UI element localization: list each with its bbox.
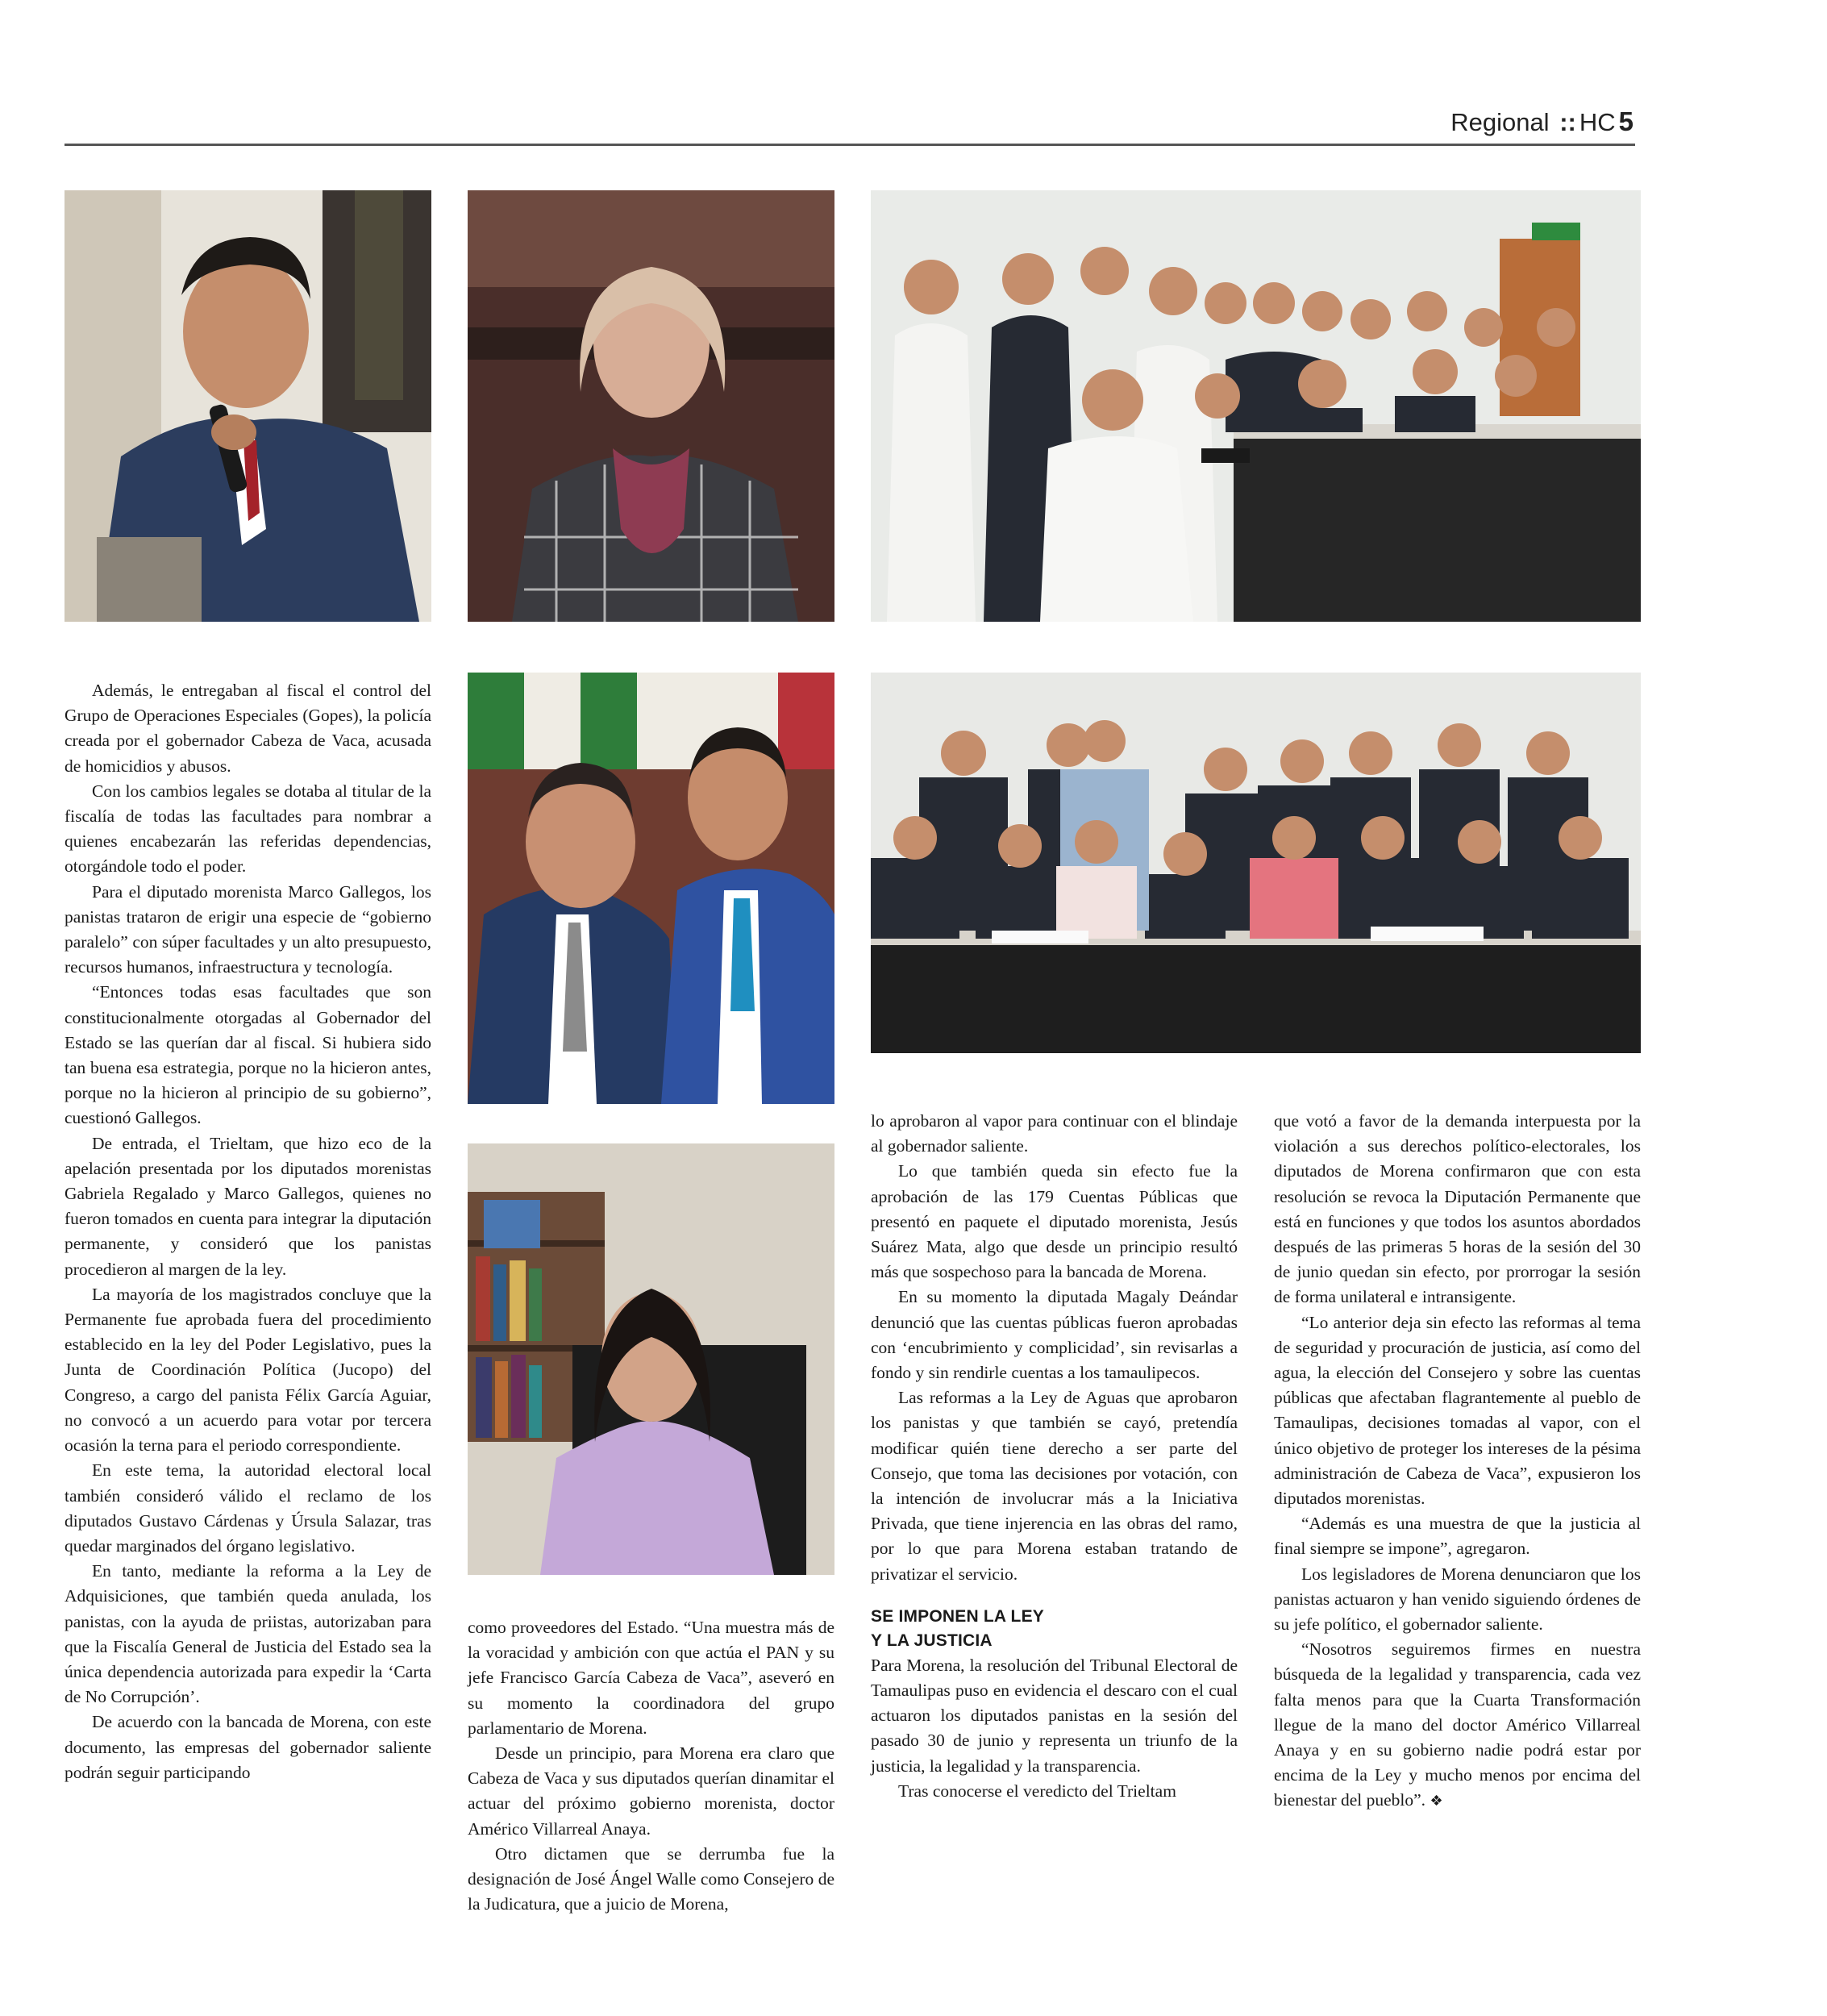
page-number: 5	[1618, 106, 1633, 136]
paragraph: Tras conocerse el veredicto del Trieltam	[898, 1781, 1176, 1801]
paragraph: Desde un principio, para Morena era claro que Cabeza de Vaca y sus diputados querían dinamitar el actuar del próximo gobierno morenista, doctor Américo Villarreal Anaya.	[468, 1743, 834, 1839]
folio-separator: ::	[1559, 108, 1576, 136]
page-folio	[1450, 106, 1633, 137]
photo-female-deputy-office	[468, 1143, 834, 1575]
paragraph	[1274, 1637, 1641, 1814]
paragraph: Para Morena, la resolución del Tribunal Electoral de Tamaulipas puso en evidencia el descaro con el cual actuaron los diputados panistas en la sesión del pasado 30 de junio y representa un triunfo de la justicia, la legalidad y la transparencia.	[871, 1655, 1238, 1776]
text-column-2	[468, 1615, 834, 1917]
paragraph: Los legisladores de Morena denunciaron que los panistas actuaron y han venido siguiendo órdenes de su jefe político, el gobernador saliente.	[1274, 1564, 1641, 1635]
brand-name: HC	[1579, 108, 1616, 136]
section-name: Regional	[1450, 108, 1550, 136]
paragraph: De entrada, el Trieltam, que hizo eco de la apelación presentada por los diputados morenistas Gabriela Regalado y Marco Gallegos, quienes no fueron tomados en cuenta para integrar la diputación permanente, y consideró que los panistas procedieron al margen de la ley.	[65, 1133, 431, 1279]
text-column-4	[1274, 1109, 1641, 1814]
paragraph: La mayoría de los magistrados concluye que la Permanente fue aprobada fuera del procedimiento establecido en la ley del Poder Legislativo, pues la Junta de Coordinación Política (Jucopo) del Congreso, a cargo del panista Félix García Aguiar, no convocó a un acuerdo para votar por tercera ocasión la terna para el periodo correspondiente.	[65, 1284, 431, 1456]
end-mark-icon: ❖	[1430, 1793, 1443, 1810]
paragraph: “Entonces todas esas facultades que son constitucionalmente otorgadas al Gobernador del Estado se las querían dar al fiscal. Si hubiera sido tan buena esa estrategia, porque no la hicieron antes, porque no la hicieron al principio de su gobierno”, cuestionó Gallegos.	[65, 982, 431, 1128]
paragraph: Otro dictamen que se derrumba fue la designación de José Ángel Walle como Consejero de la Judicatura, que a juicio de Morena,	[468, 1843, 834, 1914]
subheading-line-2: Y LA JUSTICIA	[871, 1631, 993, 1650]
photo-female-deputy-congress	[468, 190, 834, 622]
page-header	[65, 105, 1635, 146]
paragraph: En su momento la diputada Magaly Deándar denunció que las cuentas públicas fueron aprobadas con ‘encubrimiento y complicidad’, sin revisarlas a fondo y sin rendirle cuentas a los tamaulipecos.	[871, 1287, 1238, 1383]
paragraph: “Además es una muestra de que la justicia al final siempre se impone”, agregaron.	[1274, 1514, 1641, 1559]
paragraph: que votó a favor de la demanda interpuesta por la violación a sus derechos político-electorales, los diputados de Morena confirmaron que con esta resolución se revoca la Diputación Permanente que está en funciones y que todos los asuntos abordados después de las primeras 5 horas de la sesión del 30 de junio quedan sin efecto, por prorrogar la sesión de forma unilateral e intransigente.	[1274, 1111, 1641, 1307]
paragraph: De acuerdo con la bancada de Morena, con este documento, las empresas del gobernador saliente podrán seguir participando	[65, 1712, 431, 1782]
subheading-line-1: SE IMPONEN LA LEY	[871, 1606, 1044, 1626]
text-column-1	[65, 678, 431, 1785]
photo-male-deputy-microphone	[65, 190, 431, 622]
paragraph: Además, le entregaban al fiscal el control del Grupo de Operaciones Especiales (Gopes), la policía creada por el gobernador Cabeza de Vaca, acusada de homicidios y abusos.	[65, 681, 431, 776]
paragraph: En tanto, mediante la reforma a la Ley de Adquisiciones, que también queda anulada, los panistas, con la ayuda de priistas, autorizaban para que la Fiscalía General de Justicia del Estado sea la única dependencia autorizada para expedir la ‘Carta de No Corrupción’.	[65, 1561, 431, 1707]
closing-quote-text: “Nosotros seguiremos firmes en nuestra búsqueda de la legalidad y transparencia, cada vez falta menos para que la Cuarta Transformación llegue de la mano del doctor Américo Villarreal Anaya y en su gobierno nadie podrá estar por encima de la Ley y mucho menos por encima del bienestar del pueblo”.	[1274, 1639, 1641, 1810]
paragraph: Lo que también queda sin efecto fue la aprobación de las 179 Cuentas Públicas que presentó en paquete el diputado morenista, Jesús Suárez Mata, algo que desde un principio resultó más que sospechoso para la bancada de Morena.	[871, 1161, 1238, 1282]
photo-governor-with-deputy	[468, 673, 834, 1104]
paragraph: lo aprobaron al vapor para continuar con el blindaje al gobernador saliente.	[871, 1111, 1238, 1156]
subheading	[871, 1605, 1238, 1653]
text-column-3	[871, 1109, 1238, 1804]
paragraph: Con los cambios legales se dotaba al titular de la fiscalía de todas las facultades para nombrar a quienes encabezarán las referidas dependencias, otorgándole todo el poder.	[65, 781, 431, 877]
paragraph: Para el diputado morenista Marco Gallegos, los panistas trataron de erigir una especie de “gobierno paralelo” con súper facultades y un alto presupuesto, recursos humanos, infraestructura y tecnología.	[65, 881, 431, 977]
paragraph: En este tema, la autoridad electoral local también consideró válido el reclamo de los diputados Gustavo Cárdenas y Úrsula Salazar, tras quedar marginados del órgano legislativo.	[65, 1460, 431, 1556]
photo-group-deputies-table	[871, 673, 1641, 1053]
paragraph: Las reformas a la Ley de Aguas que aprobaron los panistas y que también se cayó, pretendía modificar quién tiene derecho a ser parte del Consejo, que toma las decisiones por votación, con la intención de involucrar más a la Iniciativa Privada, que tiene injerencia en las obras del ramo, por lo que para Morena estaban tratando de privatizar el servicio.	[871, 1388, 1238, 1584]
paragraph: como proveedores del Estado. “Una muestra más de la voracidad y ambición con que actúa el PAN y su jefe Francisco García Cabeza de Vaca”, aseveró en su momento la coordinadora del grupo parlamentario de Morena.	[468, 1618, 834, 1738]
photo-press-conference-morena	[871, 190, 1641, 622]
paragraph: “Lo anterior deja sin efecto las reformas al tema de seguridad y procuración de justicia, así como del agua, la elección del Consejero y sobre las cuentas públicas que afectaban flagrantemente al pueblo de Tamaulipas, decisiones tomadas al vapor, con el único objetivo de proteger los intereses de la pésima administración de Cabeza de Vaca”, expusieron los diputados morenistas.	[1274, 1312, 1641, 1509]
